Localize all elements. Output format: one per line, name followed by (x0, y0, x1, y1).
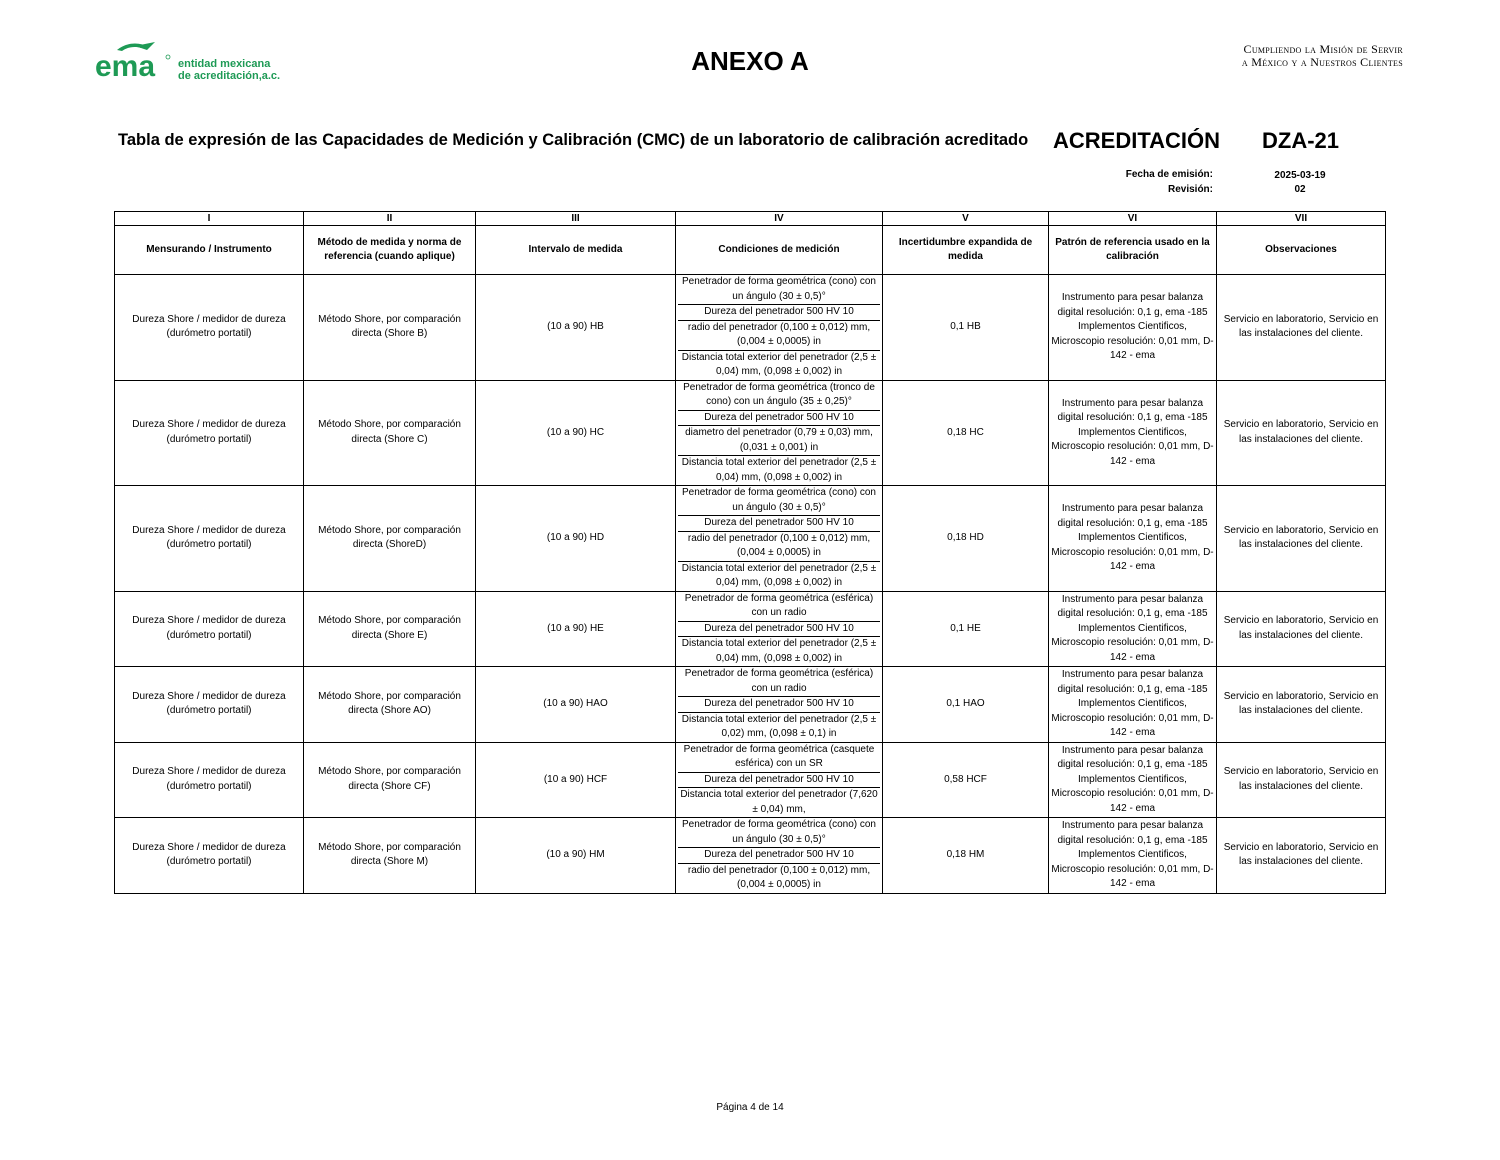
revision-label: Revisión: (1167, 184, 1213, 195)
table-title: Tabla de expresión de las Capacidades de Medición y Calibración (CMC) de un laboratorio de calibración acreditado (118, 131, 1029, 149)
condicion-item: Distancia total exterior del penetrador (2,5 ± 0,02) mm, (0,098 ± 0,1) in (681, 713, 877, 739)
motto-line2: a México y a Nuestros Clientes (1241, 55, 1403, 69)
cell-incertidumbre: 0,1 HB (883, 275, 1049, 381)
cell-metodo: Método Shore, por comparación directa (Shore AO) (304, 667, 476, 743)
cmc-table (114, 211, 1386, 894)
cell-incertidumbre: 0,58 HCF (883, 742, 1049, 818)
condicion-item: Dureza del penetrador 500 HV 10 (678, 411, 880, 427)
roman-col-2: II (304, 212, 476, 226)
cell-observaciones: Servicio en laboratorio, Servicio en las instalaciones del cliente. (1217, 667, 1386, 743)
table-row (115, 818, 1386, 894)
condicion-item: radio del penetrador (0,100 ± 0,012) mm, (0,004 ± 0,0005) in (678, 532, 880, 562)
condicion-item: Penetrador de forma geométrica (cono) con un ángulo (30 ± 0,5)° (678, 486, 880, 516)
cell-patron: Instrumento para pesar balanza digital resolución: 0,1 g, ema -185 Implementos Cientificos, Microscopio resolución: 0,01 mm, D-142 - ema (1049, 486, 1217, 592)
motto-line1: Cumpliendo la Misión de Servir (1243, 42, 1403, 56)
cell-instrumento: Dureza Shore / medidor de dureza (durómetro portatil) (115, 486, 304, 592)
acreditacion-code: DZA-21 (1262, 128, 1340, 153)
condicion-item: Penetrador de forma geométrica (cono) con un ángulo (30 ± 0,5)° (678, 818, 880, 848)
condicion-item: Distancia total exterior del penetrador (7,620 ± 0,04) mm, (680, 789, 878, 815)
cell-intervalo: (10 a 90) HD (476, 486, 676, 592)
table-row (115, 380, 1386, 486)
page-number: Página 4 de 14 (716, 1102, 784, 1113)
cell-condiciones (676, 486, 883, 592)
condicion-item: Penetrador de forma geométrica (esférica) con un radio (678, 592, 880, 622)
cell-metodo: Método Shore, por comparación directa (Shore CF) (304, 742, 476, 818)
table-row (115, 667, 1386, 743)
logo-word: ema (95, 50, 156, 83)
condicion-item: Distancia total exterior del penetrador (2,5 ± 0,04) mm, (0,098 ± 0,002) in (681, 638, 877, 664)
fecha-value: 2025-03-19 (1274, 170, 1326, 181)
table-row (115, 742, 1386, 818)
roman-col-5: V (883, 212, 1049, 226)
cell-intervalo: (10 a 90) HB (476, 275, 676, 381)
cell-condiciones (676, 591, 883, 667)
condicion-item: Penetrador de forma geométrica (cono) con un ángulo (30 ± 0,5)° (678, 275, 880, 305)
cell-observaciones: Servicio en laboratorio, Servicio en las instalaciones del cliente. (1217, 380, 1386, 486)
header-incertidumbre: Incertidumbre expandida de medida (883, 226, 1049, 275)
cell-condiciones (676, 742, 883, 818)
condicion-item: radio del penetrador (0,100 ± 0,012) mm, (0,004 ± 0,0005) in (678, 321, 880, 351)
roman-col-6: VI (1049, 212, 1217, 226)
condicion-item: Penetrador de forma geométrica (casquete esférica) con un SR (678, 743, 880, 773)
condicion-item: Dureza del penetrador 500 HV 10 (678, 697, 880, 713)
condicion-item: Penetrador de forma geométrica (tronco de cono) con un ángulo (35 ± 0,25)° (678, 381, 880, 411)
cell-incertidumbre: 0,1 HAO (883, 667, 1049, 743)
fecha-label: Fecha de emisión: (1125, 169, 1213, 180)
cell-metodo: Método Shore, por comparación directa (ShoreD) (304, 486, 476, 592)
cell-instrumento: Dureza Shore / medidor de dureza (durómetro portatil) (115, 818, 304, 894)
cell-metodo: Método Shore, por comparación directa (Shore E) (304, 591, 476, 667)
cell-patron: Instrumento para pesar balanza digital resolución: 0,1 g, ema -185 Implementos Cientificos, Microscopio resolución: 0,01 mm, D-142 - ema (1049, 591, 1217, 667)
condicion-item: Distancia total exterior del penetrador (2,5 ± 0,04) mm, (0,098 ± 0,002) in (681, 562, 877, 588)
header-instrumento: Mensurando / Instrumento (115, 226, 304, 275)
column-header-row (115, 226, 1386, 275)
roman-col-1: I (115, 212, 304, 226)
table-row (115, 275, 1386, 381)
condicion-item: radio del penetrador (0,100 ± 0,012) mm, (0,004 ± 0,0005) in (687, 864, 871, 890)
header-patron: Patrón de referencia usado en la calibración (1049, 226, 1217, 275)
roman-col-3: III (476, 212, 676, 226)
cell-intervalo: (10 a 90) HM (476, 818, 676, 894)
cell-metodo: Método Shore, por comparación directa (Shore C) (304, 380, 476, 486)
roman-col-4: IV (676, 212, 883, 226)
condicion-item: Dureza del penetrador 500 HV 10 (678, 773, 880, 789)
cell-incertidumbre: 0,18 HM (883, 818, 1049, 894)
cell-patron: Instrumento para pesar balanza digital resolución: 0,1 g, ema -185 Implementos Cientificos, Microscopio resolución: 0,01 mm, D-142 - ema (1049, 742, 1217, 818)
roman-header-row (115, 212, 1386, 226)
cell-condiciones (676, 818, 883, 894)
motto (1242, 43, 1403, 69)
header-observaciones: Observaciones (1217, 226, 1386, 275)
logo-caption (178, 58, 280, 82)
cell-instrumento: Dureza Shore / medidor de dureza (durómetro portatil) (115, 380, 304, 486)
cell-observaciones: Servicio en laboratorio, Servicio en las instalaciones del cliente. (1217, 591, 1386, 667)
revision-value: 02 (1294, 184, 1306, 195)
cell-observaciones: Servicio en laboratorio, Servicio en las instalaciones del cliente. (1217, 742, 1386, 818)
logo-caption-line2: de acreditación,a.c. (178, 70, 281, 82)
cell-condiciones (676, 380, 883, 486)
cell-condiciones (676, 275, 883, 381)
condicion-item: Penetrador de forma geométrica (esférica) con un radio (678, 667, 880, 697)
table-row (115, 591, 1386, 667)
cell-observaciones: Servicio en laboratorio, Servicio en las instalaciones del cliente. (1217, 486, 1386, 592)
condicion-item: Dureza del penetrador 500 HV 10 (678, 516, 880, 532)
condicion-item: diametro del penetrador (0,79 ± 0,03) mm, (0,031 ± 0,001) in (678, 426, 880, 456)
condicion-item: Distancia total exterior del penetrador (2,5 ± 0,04) mm, (0,098 ± 0,002) in (681, 351, 877, 377)
cell-incertidumbre: 0,18 HD (883, 486, 1049, 592)
cell-patron: Instrumento para pesar balanza digital resolución: 0,1 g, ema -185 Implementos Cientificos, Microscopio resolución: 0,01 mm, D-142 - ema (1049, 818, 1217, 894)
cell-patron: Instrumento para pesar balanza digital resolución: 0,1 g, ema -185 Implementos Cientificos, Microscopio resolución: 0,01 mm, D-142 - ema (1049, 380, 1217, 486)
cell-instrumento: Dureza Shore / medidor de dureza (durómetro portatil) (115, 667, 304, 743)
table-body (115, 275, 1386, 894)
condicion-item: Dureza del penetrador 500 HV 10 (678, 305, 880, 321)
condicion-item: Distancia total exterior del penetrador (2,5 ± 0,04) mm, (0,098 ± 0,002) in (681, 457, 877, 483)
header-metodo: Método de medida y norma de referencia (cuando aplique) (304, 226, 476, 275)
cell-metodo: Método Shore, por comparación directa (Shore B) (304, 275, 476, 381)
roman-col-7: VII (1217, 212, 1386, 226)
table-row (115, 486, 1386, 592)
cell-patron: Instrumento para pesar balanza digital resolución: 0,1 g, ema -185 Implementos Cientificos, Microscopio resolución: 0,01 mm, D-142 - ema (1049, 275, 1217, 381)
cell-condiciones (676, 667, 883, 743)
cell-incertidumbre: 0,18 HC (883, 380, 1049, 486)
cell-observaciones: Servicio en laboratorio, Servicio en las instalaciones del cliente. (1217, 818, 1386, 894)
cell-intervalo: (10 a 90) HAO (476, 667, 676, 743)
condicion-item: Dureza del penetrador 500 HV 10 (678, 622, 880, 638)
cell-observaciones: Servicio en laboratorio, Servicio en las instalaciones del cliente. (1217, 275, 1386, 381)
page-title: ANEXO A (691, 46, 809, 76)
cell-instrumento: Dureza Shore / medidor de dureza (durómetro portatil) (115, 275, 304, 381)
logo-caption-line1: entidad mexicana (178, 58, 271, 70)
cell-patron: Instrumento para pesar balanza digital resolución: 0,1 g, ema -185 Implementos Cientificos, Microscopio resolución: 0,01 mm, D-142 - ema (1049, 667, 1217, 743)
header-intervalo: Intervalo de medida (476, 226, 676, 275)
cell-intervalo: (10 a 90) HCF (476, 742, 676, 818)
cell-incertidumbre: 0,1 HE (883, 591, 1049, 667)
condicion-item: Dureza del penetrador 500 HV 10 (678, 848, 880, 864)
cell-metodo: Método Shore, por comparación directa (Shore M) (304, 818, 476, 894)
cell-intervalo: (10 a 90) HE (476, 591, 676, 667)
acreditacion-label: ACREDITACIÓN (1053, 128, 1221, 153)
cell-instrumento: Dureza Shore / medidor de dureza (durómetro portatil) (115, 742, 304, 818)
cell-intervalo: (10 a 90) HC (476, 380, 676, 486)
cell-instrumento: Dureza Shore / medidor de dureza (durómetro portatil) (115, 591, 304, 667)
header-condiciones: Condiciones de medición (676, 226, 883, 275)
